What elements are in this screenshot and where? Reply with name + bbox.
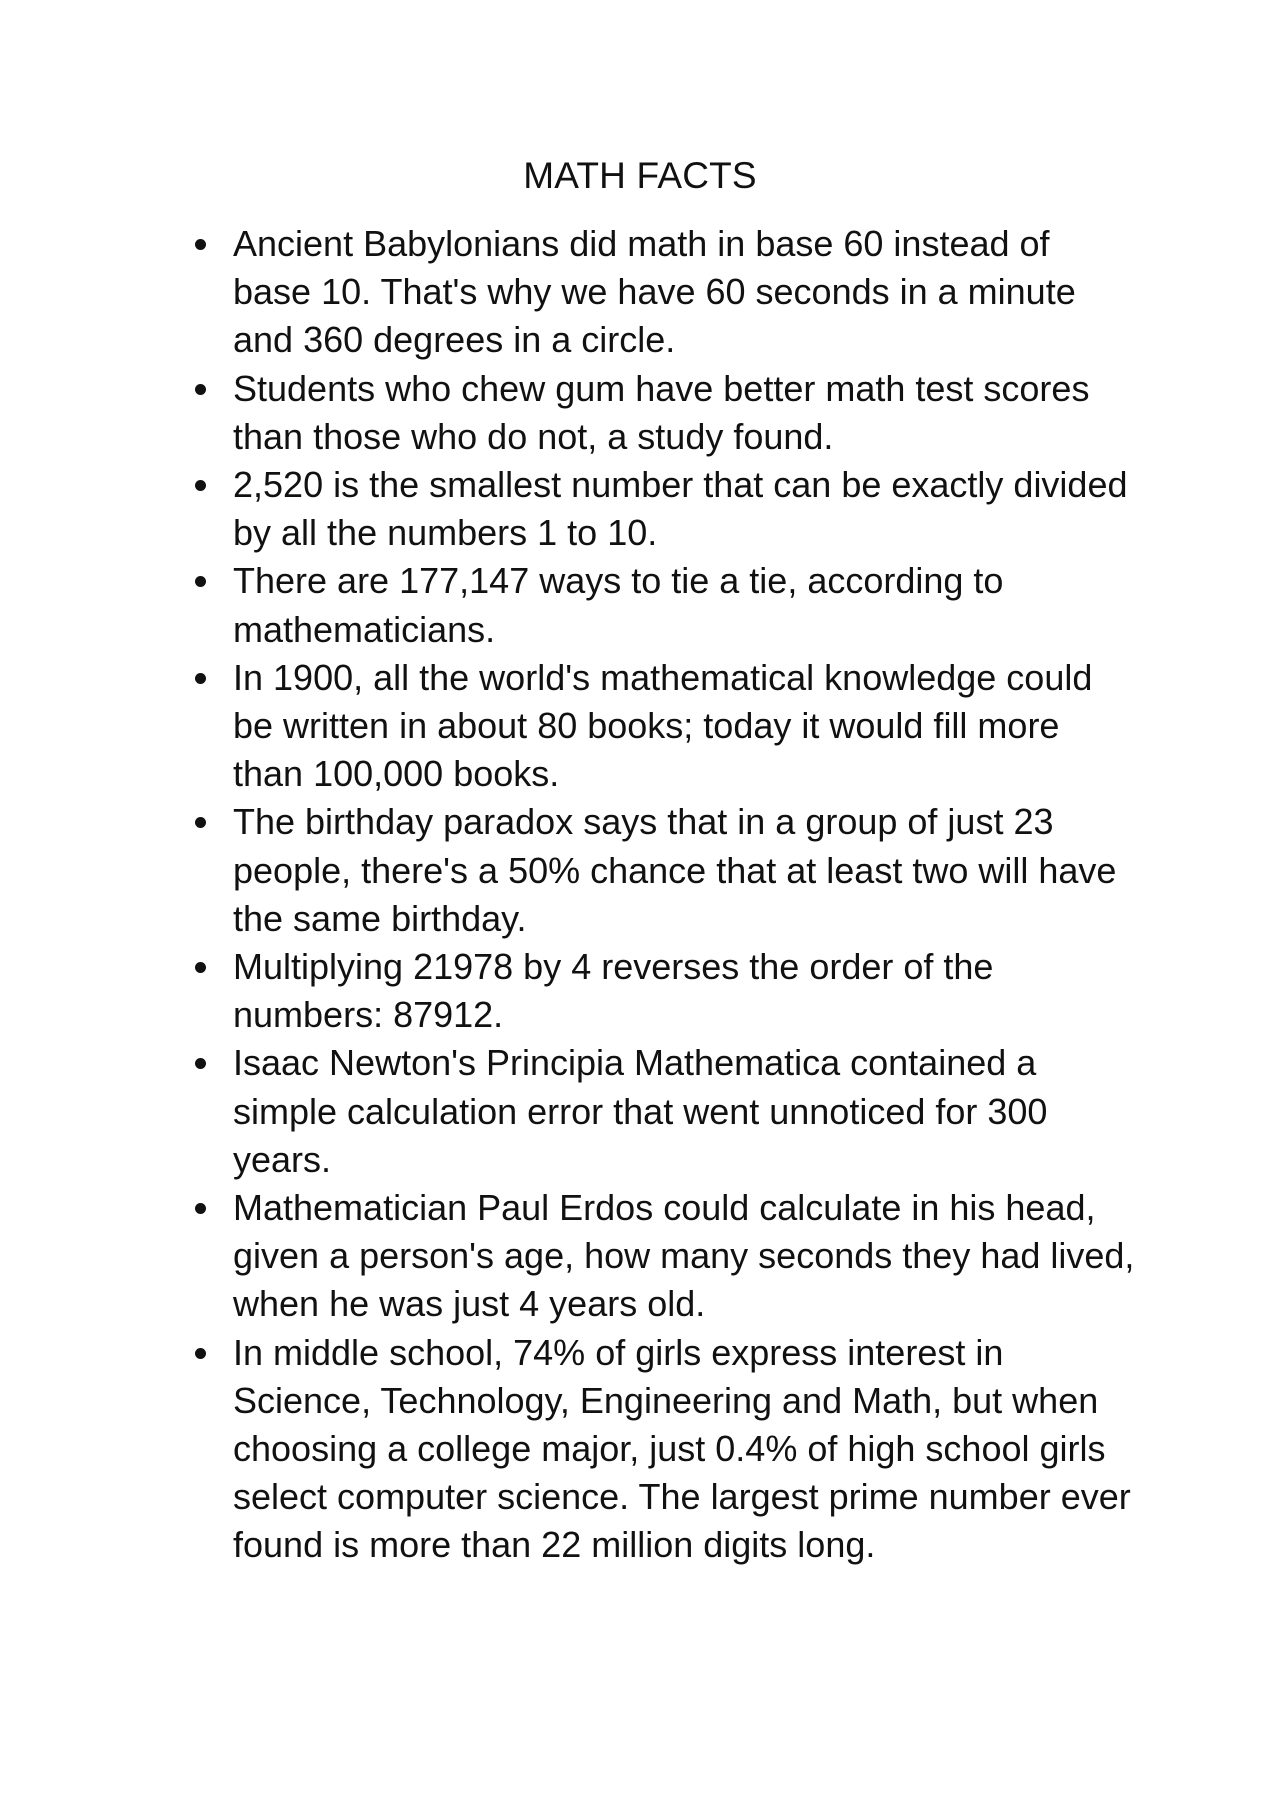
list-item: [195, 943, 1135, 1039]
fact-text: Mathematician Paul Erdos could calculate in his head, given a person's age, how many seconds they had lived, when he was just 4 years old.: [233, 1187, 1135, 1325]
fact-text: In 1900, all the world's mathematical knowledge could be written in about 80 books; today it would fill more than 100,000 books.: [233, 656, 1093, 795]
bullet-icon: [195, 673, 206, 684]
bullet-icon: [195, 239, 206, 250]
fact-text: Isaac Newton's Principia Mathematica contained a simple calculation error that went unnoticed for 300 years.: [233, 1042, 1048, 1180]
bullet-icon: [195, 962, 206, 973]
list-item: [195, 461, 1135, 557]
bullet-icon: [195, 1203, 206, 1214]
list-item: [195, 1329, 1135, 1570]
bullet-icon: [195, 1348, 206, 1359]
page-title: MATH FACTS: [523, 155, 757, 196]
list-item: [195, 654, 1135, 799]
list-item: [195, 557, 1135, 653]
fact-text: In middle school, 74% of girls express interest in Science, Technology, Engineering and Math, but when choosing a college major, just 0.4% of high school girls select computer science. The largest prime number ever found is more than 22 million digits long.: [233, 1331, 1131, 1566]
fact-text: Students who chew gum have better math test scores than those who do not, a study found.: [233, 367, 1090, 457]
bullet-icon: [195, 384, 206, 395]
list-item: [195, 1184, 1135, 1329]
bullet-icon: [195, 1058, 206, 1069]
list-item: [195, 220, 1135, 365]
bullet-icon: [195, 817, 206, 828]
fact-text: 2,520 is the smallest number that can be exactly divided by all the numbers 1 to 10.: [233, 464, 1128, 554]
bullet-icon: [195, 480, 206, 491]
list-item: [195, 798, 1135, 943]
list-item: [195, 365, 1135, 461]
bullet-icon: [195, 576, 206, 587]
fact-text: Multiplying 21978 by 4 reverses the order of the numbers: 87912.: [233, 946, 994, 1036]
fact-text: The birthday paradox says that in a group of just 23 people, there's a 50% chance that at least two will have the same birthday.: [233, 801, 1117, 939]
list-item: [195, 1039, 1135, 1184]
facts-list: [195, 220, 1135, 1570]
fact-text: Ancient Babylonians did math in base 60 instead of base 10. That's why we have 60 seconds in a minute and 360 degrees in a circle.: [233, 223, 1076, 361]
fact-text: There are 177,147 ways to tie a tie, according to mathematicians.: [233, 560, 1004, 650]
